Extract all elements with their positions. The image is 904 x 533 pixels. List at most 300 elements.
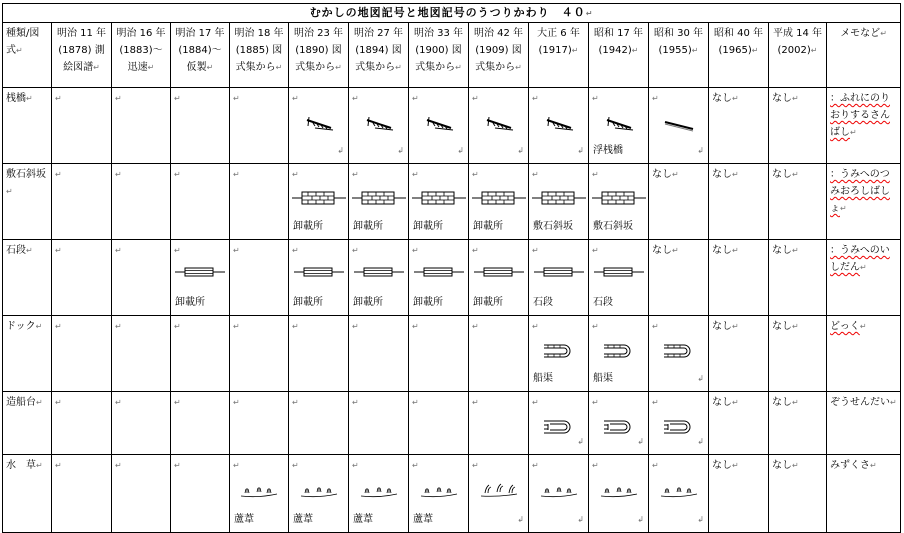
paragraph-mark: ↵ — [292, 398, 299, 407]
table-cell — [349, 316, 409, 392]
row-label — [3, 88, 52, 164]
header-col-6 — [349, 23, 409, 88]
table-cell — [112, 88, 171, 164]
header-col-1 — [52, 23, 112, 88]
header-col-3 — [171, 23, 230, 88]
symbol-label: 卸載所 — [293, 221, 323, 232]
paragraph-mark: ↵ — [792, 461, 799, 470]
memo-text: ：うみへのいしだん — [830, 245, 890, 273]
pier-line-icon — [649, 114, 708, 140]
pier-icon — [289, 114, 348, 140]
table-cell — [769, 164, 827, 240]
table-cell — [171, 164, 230, 240]
paragraph-mark: ↵ — [859, 322, 867, 331]
table-cell — [827, 240, 901, 316]
symbol-label: 卸載所 — [293, 297, 323, 308]
table-cell — [469, 455, 529, 533]
paragraph-mark: ↵ — [751, 46, 759, 55]
cell-text: なし — [772, 397, 792, 408]
table-cell — [171, 316, 230, 392]
paragraph-mark: ↵ — [652, 94, 659, 103]
header-col-13 — [769, 23, 827, 88]
paragraph-mark: ↵ — [652, 398, 659, 407]
paragraph-mark: ↵ — [732, 170, 739, 179]
header-text: 大正 6 年 (1917) — [537, 28, 580, 56]
return-mark: ↲ — [457, 146, 464, 155]
row-label — [3, 316, 52, 392]
paragraph-mark: ↵ — [55, 94, 62, 103]
paragraph-mark: ↵ — [352, 461, 359, 470]
cell-text: なし — [712, 321, 732, 332]
table-cell — [709, 88, 769, 164]
paragraph-mark: ↵ — [592, 94, 599, 103]
paragraph-mark: ↵ — [292, 322, 299, 331]
paragraph-mark: ↵ — [860, 263, 867, 272]
table-cell — [589, 392, 649, 455]
header-col-7 — [409, 23, 469, 88]
pier-icon — [409, 114, 468, 140]
symbol-label: 船渠 — [533, 373, 553, 384]
return-mark: ↲ — [637, 437, 644, 446]
table-cell — [709, 392, 769, 455]
header-type — [3, 23, 52, 88]
dock-icon — [649, 342, 708, 368]
table-cell — [769, 392, 827, 455]
symbol-label: 卸載所 — [353, 221, 383, 232]
table-cell — [469, 240, 529, 316]
table-cell — [289, 240, 349, 316]
symbol-label: 蘆葦 — [353, 514, 373, 525]
dock-icon — [589, 342, 648, 368]
paragraph-mark: ↵ — [233, 398, 240, 407]
table-cell — [709, 240, 769, 316]
paragraph-mark: ↵ — [672, 170, 679, 179]
table-cell — [589, 240, 649, 316]
table-cell — [171, 88, 230, 164]
table-cell — [230, 455, 289, 533]
header-col-2 — [112, 23, 171, 88]
table-cell — [52, 88, 112, 164]
brick-slope-icon — [349, 190, 408, 216]
table-row — [3, 88, 901, 164]
cell-text: なし — [652, 169, 672, 180]
brick-slope-icon — [409, 190, 468, 216]
paragraph-mark: ↵ — [36, 461, 43, 470]
symbol-label: 蘆葦 — [413, 514, 433, 525]
paragraph-mark: ↵ — [532, 246, 539, 255]
stone-steps-icon — [409, 266, 468, 292]
table-cell — [52, 455, 112, 533]
header-text: 昭和 30 年 (1955) — [653, 28, 704, 56]
paragraph-mark: ↵ — [55, 246, 62, 255]
symbol-label: 蘆葦 — [234, 514, 254, 525]
brick-slope-icon — [529, 190, 588, 216]
paragraph-mark: ↵ — [174, 246, 181, 255]
brick-slope-icon — [589, 190, 648, 216]
dock-icon — [529, 342, 588, 368]
table-cell — [827, 164, 901, 240]
paragraph-mark: ↵ — [631, 46, 639, 55]
table-cell — [709, 316, 769, 392]
paragraph-mark: ↵ — [275, 63, 283, 72]
paragraph-mark: ↵ — [880, 29, 887, 38]
symbol-label: 卸載所 — [353, 297, 383, 308]
table-cell — [769, 316, 827, 392]
header-col-8 — [469, 23, 529, 88]
cell-text: なし — [772, 460, 792, 471]
paragraph-mark: ↵ — [6, 187, 13, 196]
paragraph-mark: ↵ — [870, 461, 877, 470]
row-label — [3, 455, 52, 533]
paragraph-mark: ↵ — [233, 170, 240, 179]
paragraph-mark: ↵ — [115, 94, 122, 103]
cell-text: なし — [712, 169, 732, 180]
return-mark: ↲ — [697, 437, 704, 446]
paragraph-mark: ↵ — [115, 246, 122, 255]
header-text: 昭和 17 年 (1942) — [593, 28, 644, 56]
reed-icon — [649, 481, 708, 507]
stone-steps-icon — [589, 266, 648, 292]
paragraph-mark: ↵ — [472, 170, 479, 179]
pier-icon — [589, 114, 648, 140]
table-cell — [289, 164, 349, 240]
header-text: 昭和 40 年 (1965) — [713, 28, 764, 56]
table-cell — [289, 316, 349, 392]
header-col-9 — [529, 23, 589, 88]
paragraph-mark: ↵ — [115, 170, 122, 179]
cell-text: なし — [652, 245, 672, 256]
paragraph-mark: ↵ — [515, 63, 522, 72]
pier-icon — [529, 114, 588, 140]
table-row — [3, 392, 901, 455]
table-cell — [649, 455, 709, 533]
return-mark: ↲ — [697, 374, 704, 383]
header-text: 明治 11 年 (1878) 測絵図譜 — [56, 28, 107, 73]
memo-text: ぞうせんだい — [830, 397, 890, 408]
stone-steps-icon — [171, 266, 229, 292]
paragraph-mark: ↵ — [592, 170, 599, 179]
paragraph-mark: ↵ — [55, 398, 62, 407]
paragraph-mark: ↵ — [472, 461, 479, 470]
paragraph-mark: ↵ — [233, 461, 240, 470]
paragraph-mark: ↵ — [532, 398, 539, 407]
paragraph-mark: ↵ — [55, 170, 62, 179]
paragraph-mark: ↵ — [174, 170, 181, 179]
return-mark: ↲ — [637, 515, 644, 524]
reed-icon — [409, 481, 468, 507]
paragraph-mark: ↵ — [792, 94, 799, 103]
memo-text: ：ふれにのりおりするさんばし — [830, 93, 890, 138]
table-cell — [529, 316, 589, 392]
paragraph-mark: ↵ — [93, 63, 100, 72]
return-mark: ↲ — [577, 515, 584, 524]
paragraph-mark: ↵ — [732, 246, 739, 255]
header-text: 明治 27 年 (1894) 図式集から — [353, 28, 404, 73]
return-mark: ↲ — [577, 437, 584, 446]
header-col-4 — [230, 23, 289, 88]
table-cell — [529, 455, 589, 533]
symbol-label: 石段 — [593, 297, 613, 308]
paragraph-mark: ↵ — [55, 322, 62, 331]
paragraph-mark: ↵ — [233, 94, 240, 103]
paragraph-mark: ↵ — [115, 398, 122, 407]
paragraph-mark: ↵ — [395, 63, 402, 72]
table-cell — [589, 455, 649, 533]
table-row — [3, 164, 901, 240]
table-title: むかしの地図記号と地図記号のうつりかわり ４０↵ — [3, 4, 901, 23]
paragraph-mark: ↵ — [810, 46, 818, 55]
table-cell — [769, 240, 827, 316]
table-cell — [469, 88, 529, 164]
paragraph-mark: ↵ — [412, 398, 419, 407]
paragraph-mark: ↵ — [652, 322, 659, 331]
table-row — [3, 455, 901, 533]
cell-text: なし — [712, 460, 732, 471]
table-cell — [409, 455, 469, 533]
cell-text: なし — [772, 93, 792, 104]
row-label — [3, 392, 52, 455]
reed-icon — [349, 481, 408, 507]
paragraph-mark: ↵ — [472, 398, 479, 407]
paragraph-mark: ↵ — [792, 398, 799, 407]
header-col-5 — [289, 23, 349, 88]
paragraph-mark: ↵ — [292, 94, 299, 103]
row-label-text: 水 草 — [6, 460, 36, 471]
header-col-11 — [649, 23, 709, 88]
memo-text: ：うみへのつみおろしばしょ — [830, 169, 890, 214]
paragraph-mark: ↵ — [472, 246, 479, 255]
pier-icon — [469, 114, 528, 140]
header-col-14 — [827, 23, 901, 88]
reed-icon — [469, 481, 528, 507]
table-row — [3, 240, 901, 316]
paragraph-mark: ↵ — [532, 94, 539, 103]
table-cell — [409, 316, 469, 392]
header-text: 平成 14 年 (2002) — [772, 28, 823, 56]
stone-steps-icon — [349, 266, 408, 292]
paragraph-mark: ↵ — [233, 246, 240, 255]
paragraph-mark: ↵ — [792, 170, 799, 179]
symbol-label: 石段 — [533, 297, 553, 308]
stone-steps-icon — [289, 266, 348, 292]
table-cell — [529, 164, 589, 240]
table-cell — [827, 455, 901, 533]
table-cell — [112, 392, 171, 455]
stone-steps-icon — [529, 266, 588, 292]
memo-text: どっく — [830, 321, 860, 332]
header-text: 種類/図式 — [6, 28, 40, 56]
row-label-text: 造船台 — [6, 397, 36, 408]
header-text: 明治 17 年 (1884)～仮製 — [175, 28, 225, 73]
symbol-label: 蘆葦 — [293, 514, 313, 525]
symbol-label: 敷石斜坂 — [533, 221, 573, 232]
paragraph-mark: ↵ — [592, 322, 599, 331]
paragraph-mark: ↵ — [174, 94, 181, 103]
paragraph-mark: ↵ — [115, 461, 122, 470]
paragraph-mark: ↵ — [732, 461, 739, 470]
table-cell — [289, 88, 349, 164]
table-cell — [709, 164, 769, 240]
paragraph-mark: ↵ — [472, 94, 479, 103]
paragraph-mark: ↵ — [335, 63, 342, 72]
table-cell — [230, 240, 289, 316]
paragraph-mark: ↵ — [592, 398, 599, 407]
paragraph-mark: ↵ — [672, 246, 679, 255]
table-cell — [409, 88, 469, 164]
table-cell — [589, 316, 649, 392]
table-cell — [112, 240, 171, 316]
table-cell — [409, 164, 469, 240]
return-mark: ↲ — [517, 146, 524, 155]
memo-text: みずくさ — [830, 460, 870, 471]
row-label-text: ドック — [6, 321, 36, 332]
table-cell — [469, 392, 529, 455]
table-cell — [649, 316, 709, 392]
table-cell — [709, 455, 769, 533]
paragraph-mark: ↵ — [412, 94, 419, 103]
paragraph-mark: ↵ — [233, 322, 240, 331]
table-cell — [52, 240, 112, 316]
return-mark: ↲ — [337, 146, 344, 155]
reed-icon — [230, 481, 288, 507]
reed-icon — [289, 481, 348, 507]
header-text: 明治 23 年 (1890) 図式集から — [293, 28, 344, 73]
pier-icon — [349, 114, 408, 140]
paragraph-mark: ↵ — [592, 461, 599, 470]
paragraph-mark: ↵ — [455, 63, 462, 72]
table-cell — [289, 392, 349, 455]
document-page — [2, 3, 900, 533]
reed-icon — [529, 481, 588, 507]
header-text: 明治 18 年 (1885) 図式集から — [234, 28, 284, 73]
paragraph-mark: ↵ — [472, 322, 479, 331]
symbol-label: 浮桟橋 — [593, 145, 623, 156]
return-mark: ↲ — [697, 515, 704, 524]
cell-text: なし — [712, 245, 732, 256]
paragraph-mark: ↵ — [35, 322, 43, 331]
row-label-text: 敷石斜坂 — [6, 169, 46, 180]
cell-text: なし — [772, 245, 792, 256]
paragraph-mark: ↵ — [412, 170, 419, 179]
table-cell — [349, 164, 409, 240]
table-cell — [409, 240, 469, 316]
table-cell — [827, 316, 901, 392]
row-label-text: 桟橋 — [6, 93, 26, 104]
reed-icon — [589, 481, 648, 507]
paragraph-mark: ↵ — [592, 246, 599, 255]
table-cell — [469, 316, 529, 392]
table-cell — [827, 392, 901, 455]
header-text: 明治 16 年 (1883)～迅速 — [116, 28, 166, 73]
table-cell — [52, 316, 112, 392]
cell-text: なし — [712, 397, 732, 408]
paragraph-mark: ↵ — [890, 398, 897, 407]
table-cell — [529, 88, 589, 164]
paragraph-mark: ↵ — [412, 461, 419, 470]
paragraph-mark: ↵ — [26, 246, 33, 255]
paragraph-mark: ↵ — [571, 46, 579, 55]
paragraph-mark: ↵ — [115, 322, 122, 331]
symbol-label: 卸載所 — [175, 297, 205, 308]
map-symbol-table — [2, 3, 901, 533]
header-col-10 — [589, 23, 649, 88]
row-label-text: 石段 — [6, 245, 26, 256]
symbol-label: 卸載所 — [473, 297, 503, 308]
symbol-label: 敷石斜坂 — [593, 221, 633, 232]
paragraph-mark: ↵ — [532, 170, 539, 179]
paragraph-mark: ↵ — [55, 461, 62, 470]
paragraph-mark: ↵ — [732, 398, 739, 407]
table-cell — [230, 88, 289, 164]
table-cell — [52, 392, 112, 455]
return-mark: ↲ — [697, 146, 704, 155]
table-cell — [349, 240, 409, 316]
return-mark: ↲ — [397, 146, 404, 155]
paragraph-mark: ↵ — [532, 322, 539, 331]
symbol-label: 船渠 — [593, 373, 613, 384]
header-text: 明治 33 年 (1900) 図式集から — [413, 28, 464, 73]
paragraph-mark: ↵ — [147, 63, 155, 72]
table-cell — [827, 88, 901, 164]
paragraph-mark: ↵ — [206, 63, 214, 72]
cell-text: なし — [772, 169, 792, 180]
table-cell — [589, 88, 649, 164]
table-cell — [649, 392, 709, 455]
table-cell — [529, 240, 589, 316]
paragraph-mark: ↵ — [36, 398, 43, 407]
header-col-12 — [709, 23, 769, 88]
table-cell — [649, 240, 709, 316]
table-cell — [289, 455, 349, 533]
symbol-label: 卸載所 — [413, 221, 443, 232]
table-cell — [112, 455, 171, 533]
paragraph-mark: ↵ — [26, 94, 33, 103]
paragraph-mark: ↵ — [652, 461, 659, 470]
table-cell — [589, 164, 649, 240]
paragraph-mark: ↵ — [352, 170, 359, 179]
paragraph-mark: ↵ — [840, 204, 847, 213]
cell-text: なし — [712, 93, 732, 104]
paragraph-mark: ↵ — [292, 170, 299, 179]
table-cell — [171, 455, 230, 533]
paragraph-mark: ↵ — [174, 322, 181, 331]
paragraph-mark: ↵ — [174, 461, 181, 470]
cell-text: なし — [772, 321, 792, 332]
paragraph-mark: ↵ — [792, 322, 799, 331]
paragraph-mark: ↵ — [292, 246, 299, 255]
header-text: 明治 42 年 (1909) 図式集から — [473, 28, 524, 73]
table-cell — [769, 455, 827, 533]
paragraph-mark: ↵ — [352, 322, 359, 331]
row-label — [3, 164, 52, 240]
paragraph-mark: ↵ — [352, 246, 359, 255]
paragraph-mark: ↵ — [412, 322, 419, 331]
paragraph-mark: ↵ — [850, 128, 857, 137]
return-mark: ↲ — [577, 146, 584, 155]
table-cell — [349, 88, 409, 164]
paragraph-mark: ↵ — [174, 398, 181, 407]
table-cell — [469, 164, 529, 240]
return-mark: ↲ — [517, 515, 524, 524]
table-cell — [230, 392, 289, 455]
paragraph-mark: ↵ — [352, 398, 359, 407]
paragraph-mark: ↵ — [732, 322, 739, 331]
symbol-label: 卸載所 — [413, 297, 443, 308]
table-cell — [529, 392, 589, 455]
paragraph-mark: ↵ — [732, 94, 739, 103]
paragraph-mark: ↵ — [292, 461, 299, 470]
paragraph-mark: ↵ — [352, 94, 359, 103]
